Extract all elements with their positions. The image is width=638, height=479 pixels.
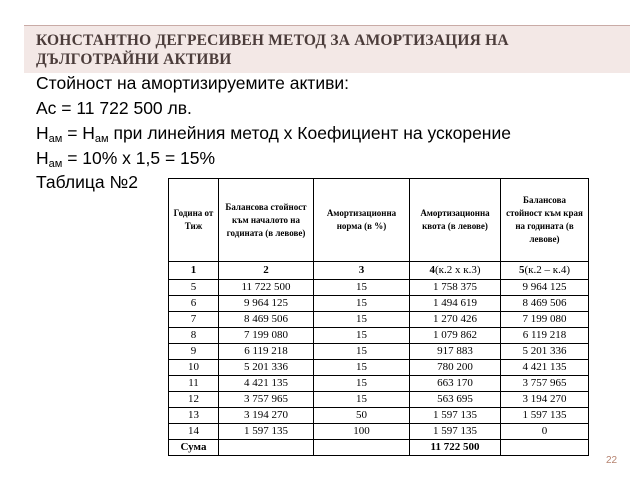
total-value: 11 722 500 — [410, 440, 501, 456]
table-row — [169, 360, 589, 376]
table-cell: 8 469 506 — [219, 312, 314, 328]
table-cell: 15 — [314, 344, 410, 360]
table-cell: 1 597 135 — [219, 424, 314, 440]
table-cell: 7 199 080 — [219, 328, 314, 344]
table-cell: 14 — [169, 424, 219, 440]
table-cell: 1 494 619 — [410, 296, 501, 312]
table-cell: 4 421 135 — [219, 376, 314, 392]
colnum-cell: 2 — [219, 262, 314, 280]
text-h: Н — [36, 123, 49, 143]
table-cell: 15 — [314, 280, 410, 296]
text-sub: ам — [94, 133, 109, 145]
table-row — [169, 296, 589, 312]
text-sub: ам — [48, 133, 63, 145]
table-cell: 12 — [169, 392, 219, 408]
table-cell: 3 757 965 — [501, 376, 589, 392]
colnum-main: 5 — [518, 264, 525, 276]
colnum-cell — [410, 262, 501, 280]
colnum-note: (к.2 х к.3) — [434, 264, 481, 276]
depreciation-table — [168, 178, 589, 456]
table-cell: 13 — [169, 408, 219, 424]
text-line-2: Ас = 11 722 500 лв. — [36, 98, 192, 118]
table-cell: 15 — [314, 392, 410, 408]
table-cell: 1 597 135 — [410, 408, 501, 424]
empty-cell — [501, 440, 589, 456]
table-cell: 6 — [169, 296, 219, 312]
table-row — [169, 376, 589, 392]
table-cell: 8 469 506 — [501, 296, 589, 312]
table-cell: 1 270 426 — [410, 312, 501, 328]
table-cell: 1 597 135 — [501, 408, 589, 424]
header-cell: Балансова стойност към началото на годината (в левове) — [219, 179, 314, 262]
colnum-note: (к.2 – к.4) — [524, 264, 570, 276]
table-cell: 1 079 862 — [410, 328, 501, 344]
table-cell: 7 — [169, 312, 219, 328]
text-rest: при линейния метод х Коефициент на ускорение — [108, 123, 511, 143]
text-rest: = 10% х 1,5 = 15% — [62, 148, 216, 168]
table-row — [169, 344, 589, 360]
table-cell: 15 — [314, 360, 410, 376]
table-cell: 3 194 270 — [501, 392, 589, 408]
text-eq: = Н — [62, 123, 95, 143]
table-caption: Таблица №2 — [36, 172, 138, 192]
table-cell: 9 964 125 — [219, 296, 314, 312]
table-cell: 5 201 336 — [501, 344, 589, 360]
table-row — [169, 280, 589, 296]
table-row — [169, 392, 589, 408]
colnum-main: 4 — [429, 264, 435, 276]
table-cell: 0 — [501, 424, 589, 440]
text-line-4 — [36, 148, 215, 170]
table-row — [169, 408, 589, 424]
table-cell: 9 964 125 — [501, 280, 589, 296]
colnum-cell: 1 — [169, 262, 219, 280]
table-header-row — [169, 179, 589, 262]
colnum-cell — [501, 262, 589, 280]
table-cell: 3 757 965 — [219, 392, 314, 408]
table-cell: 11 — [169, 376, 219, 392]
text-line-3 — [36, 123, 511, 145]
table-cell: 3 194 270 — [219, 408, 314, 424]
header-cell: Амортизационна норма (в %) — [314, 179, 410, 262]
table-cell: 5 201 336 — [219, 360, 314, 376]
colnum-cell: 3 — [314, 262, 410, 280]
table-cell: 15 — [314, 376, 410, 392]
slide-title: КОНСТАНТНО ДЕГРЕСИВЕН МЕТОД ЗА АМОРТИЗАЦИЯ НА ДЪЛГОТРАЙНИ АКТИВИ — [36, 32, 509, 68]
table-body — [169, 280, 589, 440]
table-cell: 4 421 135 — [501, 360, 589, 376]
table-cell: 15 — [314, 312, 410, 328]
table-cell: 50 — [314, 408, 410, 424]
table-cell: 1 758 375 — [410, 280, 501, 296]
table-cell: 6 119 218 — [501, 328, 589, 344]
header-cell: Балансова стойност към края на годината (в левове) — [501, 179, 589, 262]
column-number-row — [169, 262, 589, 280]
table-row — [169, 312, 589, 328]
table-cell: 8 — [169, 328, 219, 344]
header-cell: Амортизационна квота (в левове) — [410, 179, 501, 262]
total-row — [169, 440, 589, 456]
table-cell: 563 695 — [410, 392, 501, 408]
empty-cell — [219, 440, 314, 456]
table-cell: 6 119 218 — [219, 344, 314, 360]
total-label: Сума — [169, 440, 219, 456]
table-cell: 15 — [314, 328, 410, 344]
table-cell: 780 200 — [410, 360, 501, 376]
page-number: 22 — [606, 455, 618, 466]
table-cell: 7 199 080 — [501, 312, 589, 328]
table-cell: 917 883 — [410, 344, 501, 360]
table-cell: 100 — [314, 424, 410, 440]
table-row — [169, 424, 589, 440]
empty-cell — [314, 440, 410, 456]
table-cell: 10 — [169, 360, 219, 376]
table-cell: 663 170 — [410, 376, 501, 392]
table-cell: 1 597 135 — [410, 424, 501, 440]
header-cell: Година от Тиж — [169, 179, 219, 262]
table-cell: 11 722 500 — [219, 280, 314, 296]
text-line-1: Стойност на амортизируемите активи: — [36, 73, 350, 93]
table-cell: 9 — [169, 344, 219, 360]
text-sub: ам — [48, 158, 63, 170]
table-cell: 15 — [314, 296, 410, 312]
table-row — [169, 328, 589, 344]
table-cell: 5 — [169, 280, 219, 296]
text-h: Н — [36, 148, 49, 168]
